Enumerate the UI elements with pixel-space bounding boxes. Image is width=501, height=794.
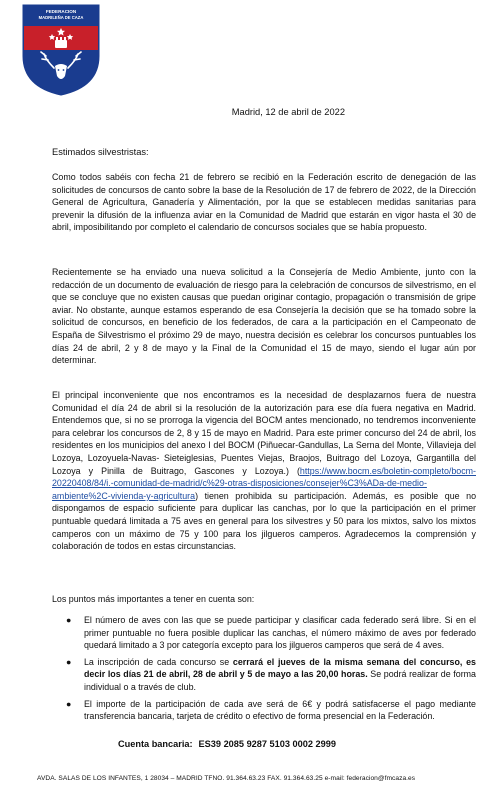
bullet-icon: ●: [66, 698, 72, 709]
paragraph-main-issue: [52, 389, 476, 553]
key-points-list: [64, 614, 476, 727]
paragraph-new-request: Recientemente se ha enviado una nueva solicitud a la Consejería de Medio Ambiente, junto con la redacción de un documento de evaluación de riesgo para la celebración de concursos de silvestrismo, en el que se concluye que no existen causas que puedan originar contagio, propagación o transmisión de gripe aviar. No obstante, aunque estamos esperando de esa Consejería la decisión que se ha tomado sobre la solicitud de concursos, en beneficio de los federados, de cara a la participación en el Campeonato de España de Silvestrismo el próximo 29 de mayo, nuestra decisión es celebrar los concursos puntuables los días 24 de abril, 2 y 8 de mayo y la Final de la Comunidad el 15 de mayo, siendo el lugar aún por determinar.: [52, 267, 476, 366]
bullet-text-birds-limit: El número de aves con las que se puede participar y clasificar cada federado será libre. Si en el primer puntuable no fuera posible duplicar las canchas, el número máximo de aves por federado quedará limitado a 3 por categoría excepto para los jilgueros camperos que será de 4 aves.: [84, 615, 476, 651]
bullet-text-registration-deadline: cerrará el jueves de la misma semana del concurso, es decir los días 21 de abril, 28 de abril y 5 de mayo a las 20,00 horas.: [84, 656, 476, 680]
bullet-text-registration-pre: La inscripción de cada concurso se: [84, 656, 233, 667]
list-item: [64, 614, 476, 652]
list-item: [64, 656, 476, 694]
bullet-text-fee: El importe de la participación de cada ave será de 6€ y podrá satisfacerse el pago mediante transferencia bancaria, tarjeta de crédito o efectivo de forma presencial en la Federación.: [84, 698, 476, 722]
logo-text-line1: FEDERACION: [45, 9, 77, 14]
paragraph-main-issue-text-a: El principal inconveniente que nos encontramos es la necesidad de desplazarnos fuera de nuestra Comunidad el día 24 de abril si la resolución de la autorización para ese día fuera negativa en Madrid. Entendemos que, si no se prorroga la vigencia del BOCM antes mencionado, no tendremos inconveniente para celebrar los concursos de 2, 8 y 15 de mayo en Madrid. Para este primer concurso del 24 de abril, los residentes en los municipios del anexo I del BOCM (Piñuecar-Gandullas, La Serna del Monte, Villavieja del Lozoya, Lozoyuela-Navas- Sieteiglesias, Puentes Viejas, Braojos, Buitrago del Lozoya, Gargantilla del Lozoya y Pinilla de Buitrago, Gascones y Lozoya.) (: [52, 390, 476, 476]
paragraph-key-points: Los puntos más importantes a tener en cuenta son:: [52, 594, 255, 604]
bank-account-label: Cuenta bancaria:: [118, 739, 193, 749]
federation-logo: [22, 4, 100, 96]
bocm-link[interactable]: https://www.bocm.es/boletin-completo/bocm-20220408/84/i.-comunidad-de-madrid/c%29-otras-disposiciones/consejer%C3%ADa-de-medio-ambiente%2C-vivienda-y-agricultura: [52, 465, 476, 501]
bank-account: [118, 739, 336, 749]
bullet-icon: ●: [66, 656, 72, 667]
logo-text-line2: MADRILEÑA DE CAZA: [38, 15, 84, 20]
letterhead-footer: AVDA. SALAS DE LOS INFANTES, 1 28034 – MADRID TFNO. 91.364.63.23 FAX. 91.364.63.25 e-mail: federacion@fmcaza.es: [37, 775, 416, 782]
bullet-icon: ●: [66, 615, 72, 625]
bullet-text-registration-post: Se podrá realizar de forma individual o a través de club.: [84, 669, 476, 692]
shield-emblem-icon: [22, 4, 100, 96]
list-item: [64, 698, 476, 723]
letter-greeting: Estimados silvestristas:: [52, 147, 149, 157]
letter-date: Madrid, 12 de abril de 2022: [231, 107, 345, 117]
bank-account-number: ES39 2085 9287 5103 0002 2999: [198, 739, 336, 749]
paragraph-main-issue-text-b: ) tienen prohibida su participación. Además, es posible que no dispongamos de espacio suficiente para duplicar las canchas, por lo que la participación en el primer puntuable quedará limitada a 75 aves en general para los silvestres y 50 para los mixtos, salvo los mixtos camperos con un máximo de 75 y 100 para los jilgueros camperos. Agradecemos la comprensión y colaboración de todos en estas circunstancias.: [52, 490, 476, 552]
paragraph-denial: Como todos sabéis con fecha 21 de febrero se recibió en la Federación escrito de denegación de las solicitudes de concursos de canto sobre la base de la Resolución de 17 de febrero de 2022, de la Dirección General de Agricultura, Ganadería y Alimentación, por la que se establecen medidas sanitarias para prevenir la difusión de la influenza aviar en la Comunidad de Madrid que estarán en vigor hasta el 30 de abril, imposibilitando por completo el calendario de concursos sociales que se había propuesto.: [52, 172, 476, 233]
